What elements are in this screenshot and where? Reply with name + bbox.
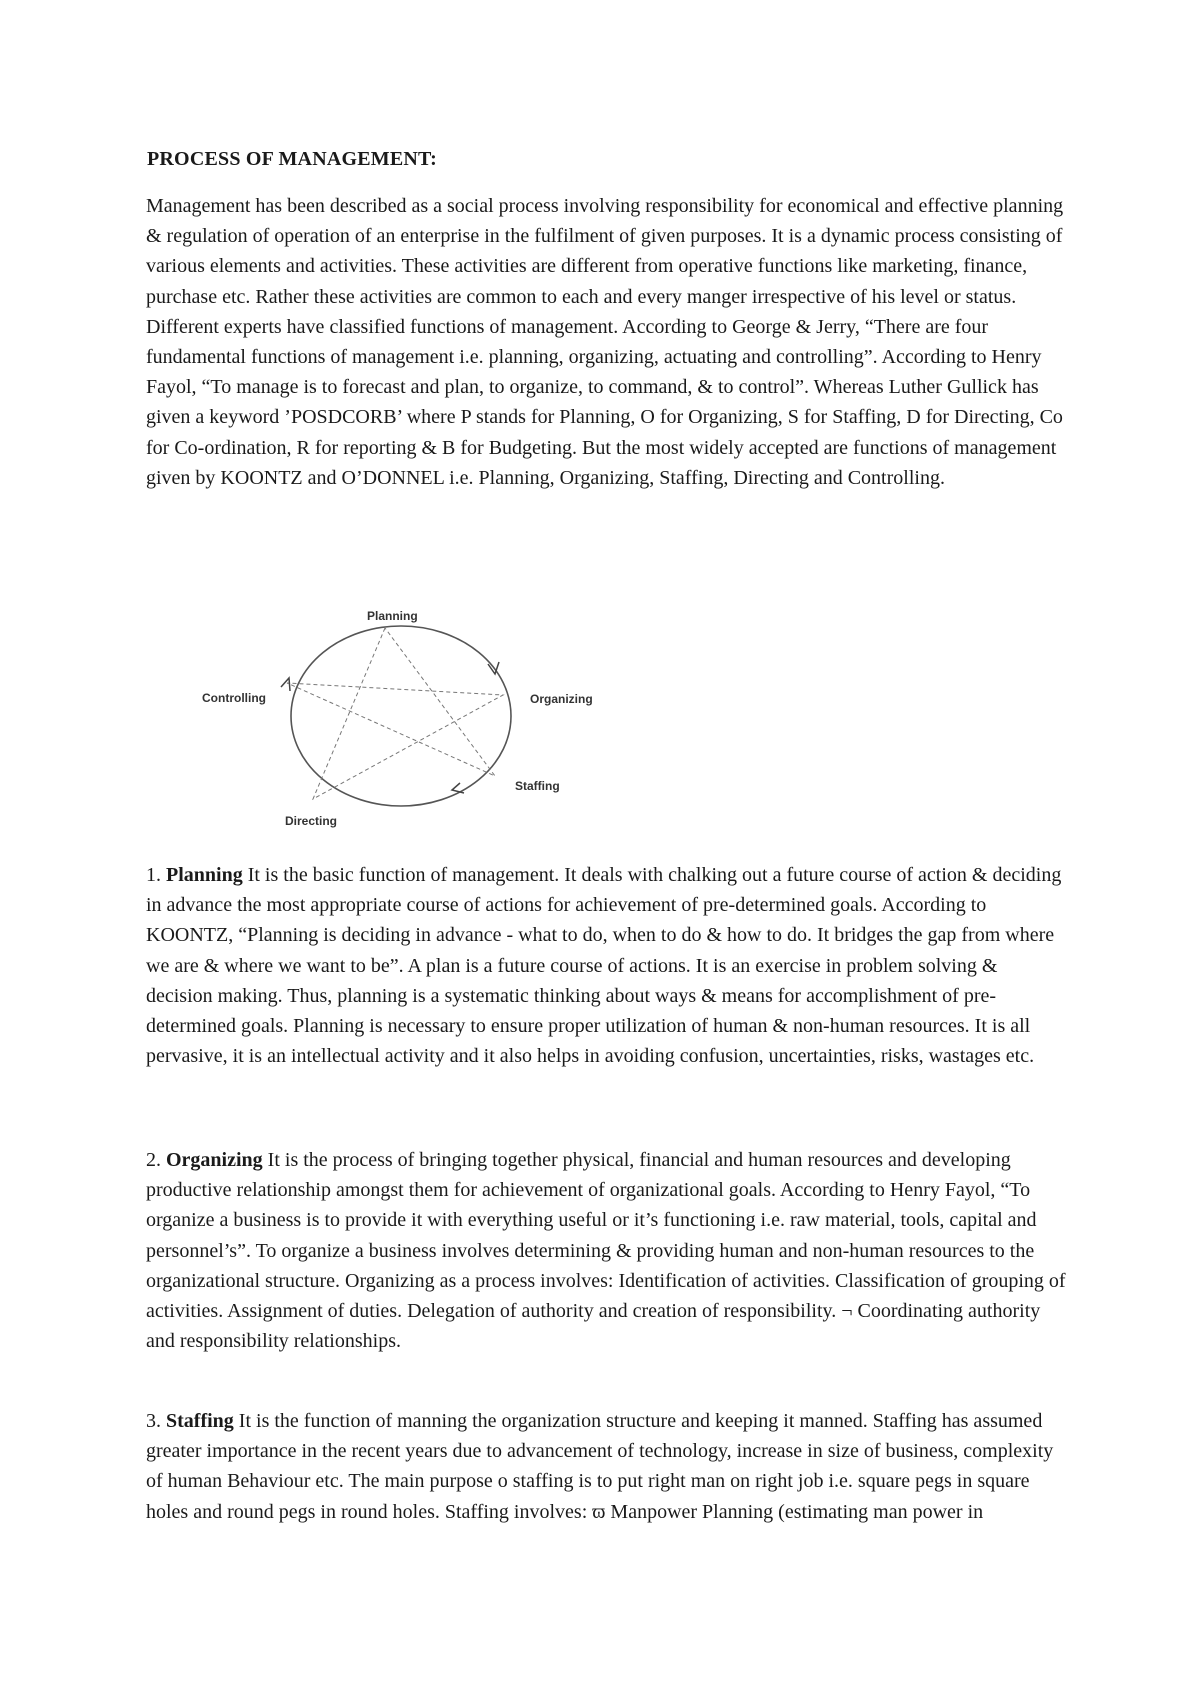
section-number: 3.: [146, 1410, 166, 1432]
section-text: It is the function of manning the organization structure and keeping it manned. Staffing has assumed greater importance in the recent years due to advancement of technology, increase in size of business, complexity of human Behaviour etc. The main purpose o staffing is to put right man on right job i.e. square pegs in square holes and round pegs in round holes. Staffing involves: ϖ Manpower Planning (estimating man power in: [146, 1410, 1054, 1523]
section-number: 2.: [146, 1149, 166, 1171]
section-text: It is the process of bringing together physical, financial and human resources and developing productive relationship amongst them for achievement of organizational goals. According to Henry Fayol, “To organize a business is to provide it with everything useful or it’s functioning i.e. raw material, tools, capital and personnel’s”. To organize a business involves determining & providing human and non-human resources to the organizational structure. Organizing as a process involves: Identification of activities. Classification of grouping of activities. Assignment of duties. Delegation of authority and creation of responsibility. ¬ Coordinating authority and responsibility relationships.: [146, 1149, 1066, 1353]
section-organizing: [146, 1145, 1066, 1356]
cycle-ellipse: [291, 626, 511, 806]
management-process-diagram: [190, 600, 630, 830]
intro-paragraph: Management has been described as a social process involving responsibility for economical and effective planning & regulation of operation of an enterprise in the fulfilment of given purposes. It is a dynamic process consisting of various elements and activities. These activities are different from operative functions like marketing, finance, purchase etc. Rather these activities are common to each and every manger irrespective of his level or status. Different experts have classified functions of management. According to George & Jerry, “There are four fundamental functions of management i.e. planning, organizing, actuating and controlling”. According to Henry Fayol, “To manage is to forecast and plan, to organize, to command, & to control”. Whereas Luther Gullick has given a keyword ’POSDCORB’ where P stands for Planning, O for Organizing, S for Staffing, D for Directing, Co for Co-ordination, R for reporting & B for Budgeting. But the most widely accepted are functions of management given by KOONTZ and O’DONNEL i.e. Planning, Organizing, Staffing, Directing and Controlling.: [146, 195, 1064, 489]
label-controlling: Controlling: [202, 691, 266, 705]
section-text: It is the basic function of management. It deals with chalking out a future course of action & deciding in advance the most appropriate course of actions for achievement of pre-determined goals. According to KOONTZ, “Planning is deciding in advance - what to do, when to do & how to do. It bridges the gap from where we are & where we want to be”. A plan is a future course of actions. It is an exercise in problem solving & decision making. Thus, planning is a systematic thinking about ways & means for accomplishment of pre-determined goals. Planning is necessary to ensure proper utilization of human & non-human resources. It is all pervasive, it is an intellectual activity and it also helps in avoiding confusion, uncertainties, risks, wastages etc.: [146, 864, 1062, 1068]
section-term: Organizing: [166, 1149, 263, 1171]
page-heading: PROCESS OF MANAGEMENT:: [147, 148, 437, 170]
section-term: Staffing: [166, 1410, 234, 1432]
pentagram-lines: [287, 628, 503, 799]
cycle-arrow-controlling: [281, 678, 290, 691]
label-directing: Directing: [285, 814, 338, 828]
section-number: 1.: [146, 864, 166, 886]
section-term: Planning: [166, 864, 243, 886]
section-staffing: [146, 1406, 1066, 1527]
label-planning: Planning: [367, 609, 418, 623]
label-organizing: Organizing: [530, 692, 593, 706]
section-planning: [146, 860, 1066, 1071]
label-staffing: Staffing: [515, 779, 560, 793]
